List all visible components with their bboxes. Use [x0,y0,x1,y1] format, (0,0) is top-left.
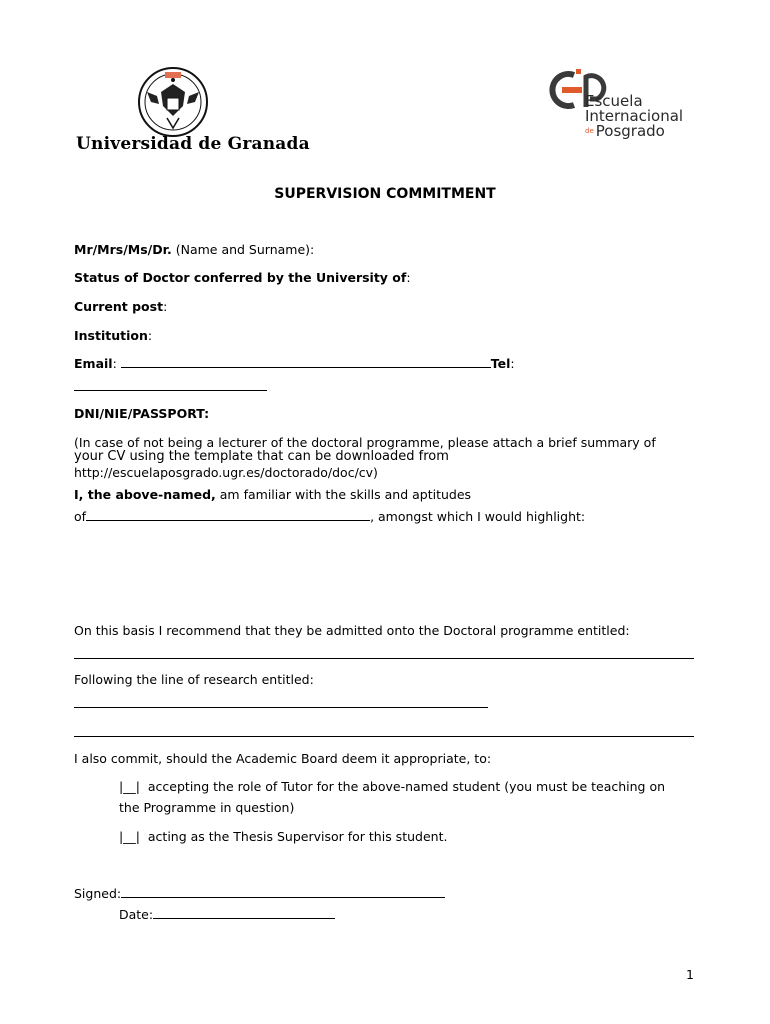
page-number: 1 [686,967,694,982]
research-input-line-1[interactable] [74,707,488,708]
email-tel-row [74,356,515,371]
supervisor-option[interactable] [119,829,447,844]
tel-colon: : [510,356,515,371]
skills-highlight: , amongst which I would highlight: [370,509,586,524]
supervisor-checkbox[interactable]: |__| [119,829,140,844]
email-colon: : [112,356,117,371]
research-text: Following the line of research entitled: [74,672,314,687]
tutor-checkbox[interactable]: |__| [119,779,140,794]
school-name-posgrado: Posgrado [595,122,665,140]
tutor-option-text: accepting the role of Tutor for the above-named student (you must be teaching on [147,779,666,794]
status-label: Status of Doctor conferred by the University of [74,270,407,285]
email-label: Email [74,356,113,371]
programme-input-line[interactable] [74,658,694,659]
status-colon: : [406,270,411,285]
cv-note-url[interactable]: http://escuelaposgrado.ugr.es/doctorado/doc/cv) [74,465,378,480]
school-name-line2: Internacional [585,107,684,125]
current-post-colon: : [163,299,168,314]
name-hint: (Name and Surname): [175,242,315,257]
tel-input-line[interactable] [74,390,267,391]
tel-label: Tel [490,356,511,371]
tutor-option-line2: the Programme in question) [119,800,295,815]
skills-bold: I, the above-named, [74,487,216,502]
cv-note-line1: (In case of not being a lecturer of the doctoral programme, please attach a brief summary of [74,435,656,450]
skills-rest: am familiar with the skills and aptitudes [219,487,472,502]
university-name: Universidad de Granada [76,134,310,154]
date-label: Date: [119,907,154,922]
date-row [119,907,335,922]
university-crest-logo [137,66,209,138]
name-field[interactable] [74,242,314,257]
school-name-de: de [585,127,594,135]
research-input-line-2[interactable] [74,736,694,737]
email-input-line[interactable] [121,356,491,368]
cv-note-line2: your CV using the template that can be downloaded from [74,449,449,464]
name-label: Mr/Mrs/Ms/Dr. [74,242,172,257]
signed-row [74,886,445,901]
skills-of: of [74,509,87,524]
signed-label: Signed: [74,886,122,901]
institution-colon: : [147,328,153,343]
status-field[interactable] [74,270,411,285]
institution-label: Institution [74,328,148,343]
recommend-text: On this basis I recommend that they be admitted onto the Doctoral programme entitled: [74,623,630,638]
document-title: SUPERVISION COMMITMENT [274,186,496,202]
skills-statement [74,487,471,502]
date-input-line[interactable] [153,907,335,919]
skills-highlight-row [74,509,585,524]
school-name-line1: Escuela [585,92,643,110]
current-post-label: Current post [74,299,164,314]
supervisor-option-text: acting as the Thesis Supervisor for this student. [147,829,448,844]
skills-input-line[interactable] [86,509,370,521]
tutor-option[interactable] [119,779,665,794]
dni-label: DNI/NIE/PASSPORT: [74,406,210,421]
institution-field[interactable] [74,328,152,343]
current-post-field[interactable] [74,299,167,314]
school-name-line3 [585,124,665,139]
dni-field[interactable] [74,406,209,421]
signed-input-line[interactable] [121,886,445,898]
commit-text: I also commit, should the Academic Board deem it appropriate, to: [74,751,492,766]
